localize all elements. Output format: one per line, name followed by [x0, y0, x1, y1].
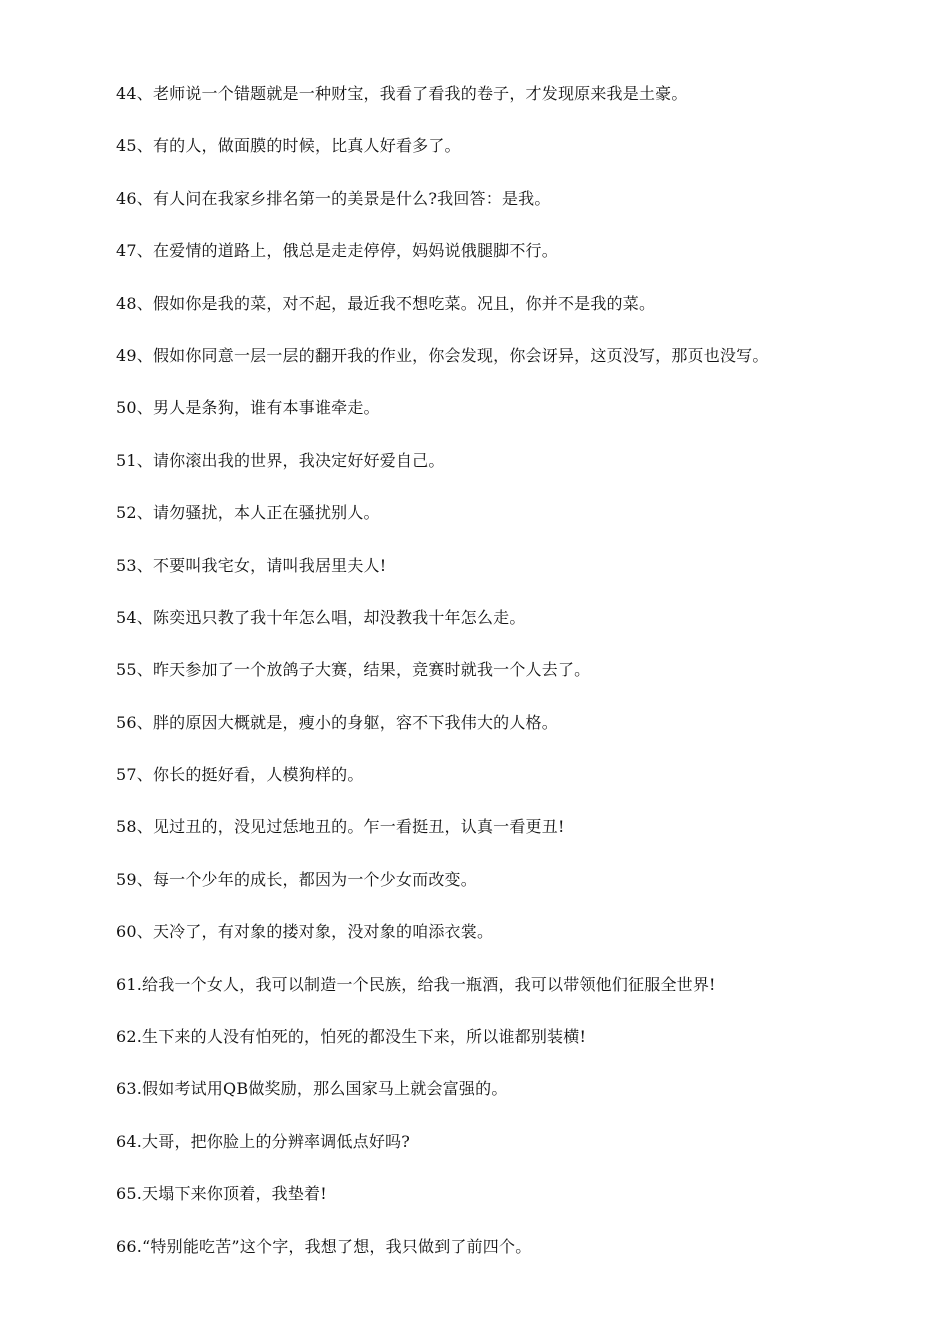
list-item: 63.假如考试用QB做奖励，那么国家马上就会富强的。	[116, 1079, 508, 1099]
list-item: 64.大哥，把你脸上的分辨率调低点好吗?	[116, 1131, 411, 1151]
list-item: 51、请你滚出我的世界，我决定好好爱自己。	[116, 450, 445, 470]
list-item: 44、老师说一个错题就是一种财宝，我看了看我的卷子，才发现原来我是土豪。	[116, 84, 688, 103]
list-item: 49、假如你同意一层一层的翻开我的作业，你会发现，你会讶异，这页没写，那页也没写。	[116, 345, 769, 365]
list-item: 59、每一个少年的成长，都因为一个少女而改变。	[116, 869, 477, 889]
list-item: 47、在爱情的道路上，俄总是走走停停，妈妈说俄腿脚不行。	[116, 241, 558, 261]
list-item: 50、男人是条狗，谁有本事谁牵走。	[116, 398, 380, 418]
list-item: 61.给我一个女人，我可以制造一个民族，给我一瓶酒，我可以带领他们征服全世界!	[116, 974, 716, 994]
list-item: 55、昨天参加了一个放鸽子大赛，结果，竞赛时就我一个人去了。	[116, 660, 591, 680]
list-item: 66.“特别能吃苦”这个字，我想了想，我只做到了前四个。	[116, 1236, 532, 1256]
list-item: 46、有人问在我家乡排名第一的美景是什么?我回答：是我。	[116, 188, 551, 208]
list-item: 54、陈奕迅只教了我十年怎么唱，却没教我十年怎么走。	[116, 607, 526, 627]
list-item: 58、见过丑的，没见过恁地丑的。乍一看挺丑，认真一看更丑!	[116, 817, 565, 837]
list-item: 60、天冷了，有对象的搂对象，没对象的咱添衣裳。	[116, 922, 494, 942]
joke-list	[116, 80, 896, 1285]
list-item: 62.生下来的人没有怕死的，怕死的都没生下来，所以谁都别装横!	[116, 1027, 587, 1047]
list-item: 45、有的人，做面膜的时候，比真人好看多了。	[116, 136, 461, 156]
list-item: 53、不要叫我宅女，请叫我居里夫人!	[116, 555, 387, 575]
list-item: 65.天塌下来你顶着，我垫着!	[116, 1184, 327, 1204]
list-item: 48、假如你是我的菜，对不起，最近我不想吃菜。况且，你并不是我的菜。	[116, 293, 656, 313]
list-item: 56、胖的原因大概就是，瘦小的身躯，容不下我伟大的人格。	[116, 712, 558, 732]
list-item: 57、你长的挺好看，人模狗样的。	[116, 765, 364, 785]
list-item: 52、请勿骚扰，本人正在骚扰别人。	[116, 503, 380, 523]
